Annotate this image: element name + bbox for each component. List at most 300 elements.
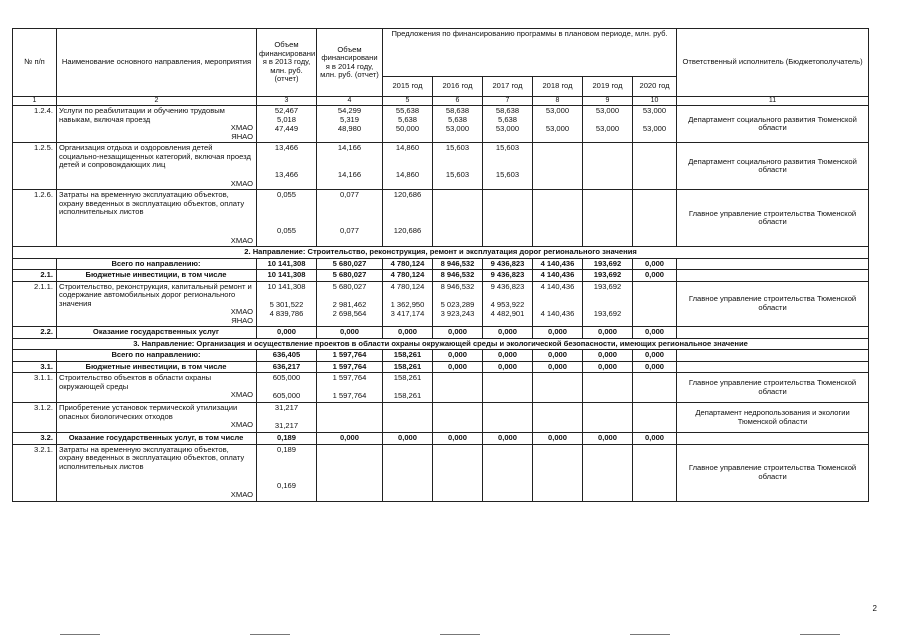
header-year: 2018 год [533, 77, 583, 97]
value-cell: 8 946,532 [433, 258, 483, 270]
value-cell: 10 141,308 [257, 258, 317, 270]
value-line: 0,077 [339, 226, 359, 235]
value-line: 0,077 [339, 190, 359, 199]
region-label: ХМАО [230, 123, 253, 132]
value-line [585, 473, 630, 482]
value-line: 0,055 [276, 190, 296, 199]
value-line: 13,466 [274, 170, 299, 179]
item-title: Затраты на временную эксплуатацию объектов, охрану введенных в эксплуатацию объектов, оплату исполнительных листов [59, 444, 245, 471]
value-line [485, 455, 530, 464]
total-row [13, 258, 869, 270]
value-cell: 5 680,027 [317, 270, 383, 282]
header-row [13, 29, 869, 77]
row-number: 1.2.4. [13, 106, 57, 143]
value-line: 5,638 [447, 115, 467, 124]
row-number: 3.1.2. [13, 403, 57, 433]
value-line [535, 422, 580, 431]
value-line [435, 374, 480, 383]
value-cell: 0,000 [533, 350, 583, 362]
value-line [635, 191, 674, 200]
row-name: Бюджетные инвестиции, в том числе [57, 270, 257, 282]
value-cell: 4 140,436 [533, 270, 583, 282]
value-cell [533, 403, 583, 433]
value-line: 3 417,174 [390, 308, 425, 318]
value-line: 5 301,522 [269, 299, 304, 309]
value-cell [433, 190, 483, 247]
value-line: 53,000 [642, 124, 667, 133]
executor-cell: Главное управление строительства Тюменской области [677, 281, 869, 327]
header-year: 2016 год [433, 77, 483, 97]
total-row [13, 350, 869, 362]
value-line [385, 446, 430, 455]
value-line: 5,638 [397, 115, 417, 124]
value-cell [317, 190, 383, 247]
value-cell [257, 373, 317, 403]
value-line [635, 422, 674, 431]
value-line: 120,686 [393, 226, 422, 235]
value-line [635, 413, 674, 422]
column-number: 10 [633, 97, 677, 106]
value-cell [483, 190, 533, 247]
row-number: 3.1. [13, 361, 57, 373]
row-name [57, 281, 257, 327]
column-number: 4 [317, 97, 383, 106]
value-cell: 0,000 [533, 361, 583, 373]
value-line [585, 292, 630, 301]
value-line: 31,217 [274, 403, 299, 412]
item-title: Приобретение установок термической утилизации опасных биологических отходов [59, 403, 238, 421]
value-line [485, 227, 530, 236]
value-cell [383, 403, 433, 433]
value-cell [383, 106, 433, 143]
value-line [535, 144, 580, 153]
value-line: 158,261 [393, 373, 422, 382]
value-line: 0,169 [276, 480, 296, 490]
value-line [585, 200, 630, 209]
value-line [435, 392, 480, 401]
value-cell [533, 444, 583, 501]
footer-rule [630, 634, 670, 635]
value-line [319, 153, 380, 162]
value-line [535, 473, 580, 482]
value-line [259, 455, 314, 464]
value-line [385, 464, 430, 473]
column-number: 3 [257, 97, 317, 106]
value-line [385, 153, 430, 162]
value-line: 13,466 [274, 143, 299, 152]
value-line: 15,603 [445, 170, 470, 179]
value-line [435, 446, 480, 455]
column-number: 5 [383, 97, 433, 106]
value-line [259, 464, 314, 473]
value-line [385, 455, 430, 464]
value-cell [583, 106, 633, 143]
value-line [385, 473, 430, 482]
header-year: 2020 год [633, 77, 677, 97]
value-line [635, 383, 674, 392]
value-cell [633, 403, 677, 433]
value-line [635, 171, 674, 180]
header-executor: Ответственный исполнитель (Бюджетополучатель) [677, 29, 869, 97]
value-cell: 0,000 [433, 361, 483, 373]
value-line [635, 446, 674, 455]
value-line: 605,000 [272, 391, 301, 400]
section-title-row [13, 338, 869, 350]
value-cell: 8 946,532 [433, 270, 483, 282]
region-label: ХМАО [230, 178, 253, 188]
region-label: ХМАО [230, 235, 253, 245]
value-line [535, 191, 580, 200]
column-number: 7 [483, 97, 533, 106]
value-cell [583, 444, 633, 501]
value-line [319, 422, 380, 431]
value-cell: 0,000 [583, 433, 633, 445]
executor-cell [677, 433, 869, 445]
value-line: 4 780,124 [390, 281, 425, 291]
value-line [319, 209, 380, 218]
value-cell [317, 281, 383, 327]
value-cell: 0,000 [633, 258, 677, 270]
value-line [485, 191, 530, 200]
value-cell: 0,000 [317, 433, 383, 445]
value-line [635, 292, 674, 301]
value-line [585, 392, 630, 401]
value-cell: 0,000 [583, 361, 633, 373]
row-number: 2.1. [13, 270, 57, 282]
value-line [585, 404, 630, 413]
header-vol-2013: Объем финансировани я в 2013 году, млн. руб. (отчет) [257, 29, 317, 97]
value-cell: 4 780,124 [383, 270, 433, 282]
value-line [635, 144, 674, 153]
row-name: Бюджетные инвестиции, в том числе [57, 361, 257, 373]
region-label: ХМАО [230, 490, 253, 499]
value-line [635, 374, 674, 383]
value-cell [383, 190, 433, 247]
executor-cell [677, 270, 869, 282]
value-line [635, 227, 674, 236]
header-vol-2014: Объем финансировани я в 2014 году, млн. руб. (отчет) [317, 29, 383, 97]
value-cell [483, 444, 533, 501]
value-line [585, 227, 630, 236]
value-line: 53,000 [545, 124, 570, 133]
value-cell: 10 141,308 [257, 270, 317, 282]
value-cell [633, 373, 677, 403]
value-line [435, 227, 480, 236]
value-cell [483, 281, 533, 327]
column-number: 11 [677, 97, 869, 106]
value-line [585, 191, 630, 200]
value-cell [633, 143, 677, 190]
value-line [435, 482, 480, 491]
value-line: 14,166 [337, 170, 362, 179]
value-line: 10 141,308 [267, 281, 306, 291]
value-line [385, 404, 430, 413]
value-line [485, 422, 530, 431]
value-line [435, 191, 480, 200]
value-line [535, 404, 580, 413]
value-line: 605,000 [272, 373, 301, 382]
row-number [13, 350, 57, 362]
value-line: 53,000 [642, 106, 667, 115]
value-line: 2 698,564 [332, 308, 367, 318]
value-cell: 0,000 [633, 433, 677, 445]
value-line [319, 200, 380, 209]
value-cell [317, 143, 383, 190]
item-row [13, 403, 869, 433]
row-number: 2.2. [13, 327, 57, 339]
region-label: ЯНАО [231, 131, 253, 141]
value-line [259, 200, 314, 209]
value-line [535, 455, 580, 464]
value-line: 58,638 [495, 106, 520, 115]
row-number [13, 258, 57, 270]
value-line [635, 218, 674, 227]
row-name [57, 190, 257, 247]
value-line [319, 446, 380, 455]
value-cell [257, 281, 317, 327]
value-line [435, 383, 480, 392]
value-line [635, 404, 674, 413]
column-number: 8 [533, 97, 583, 106]
region-label: ХМАО [230, 307, 253, 316]
value-line [435, 455, 480, 464]
value-line [319, 404, 380, 413]
value-line [585, 383, 630, 392]
value-cell [433, 281, 483, 327]
value-line [635, 200, 674, 209]
value-line [535, 218, 580, 227]
executor-cell [677, 350, 869, 362]
value-line [635, 162, 674, 171]
executor-cell [677, 361, 869, 373]
value-cell: 0,000 [533, 433, 583, 445]
value-cell: 1 597,764 [317, 361, 383, 373]
value-cell: 158,261 [383, 361, 433, 373]
item-row [13, 281, 869, 327]
value-cell: 0,000 [633, 350, 677, 362]
value-line: 1 597,764 [332, 373, 367, 382]
header-year: 2019 год [583, 77, 633, 97]
value-line: 1 362,950 [390, 299, 425, 309]
footer-rule [60, 634, 100, 635]
value-cell: 0,000 [433, 327, 483, 339]
value-cell: 0,000 [533, 327, 583, 339]
value-line [585, 171, 630, 180]
value-cell [483, 106, 533, 143]
value-cell [433, 444, 483, 501]
header-year: 2015 год [383, 77, 433, 97]
value-line [635, 153, 674, 162]
value-line [585, 413, 630, 422]
value-line: 53,000 [445, 124, 470, 133]
row-number: 2.1.1. [13, 281, 57, 327]
row-name: Всего по направлению: [57, 350, 257, 362]
value-line: 53,000 [595, 106, 620, 115]
value-cell [383, 444, 433, 501]
value-line [635, 464, 674, 473]
value-line [485, 473, 530, 482]
value-cell [633, 190, 677, 247]
value-cell: 0,000 [383, 433, 433, 445]
value-line [259, 153, 314, 162]
value-line [319, 413, 380, 422]
value-line [585, 422, 630, 431]
value-cell [483, 373, 533, 403]
value-cell: 0,000 [483, 361, 533, 373]
value-line: 31,217 [274, 421, 299, 430]
value-cell [257, 106, 317, 143]
value-line [635, 283, 674, 292]
value-cell: 0,000 [317, 327, 383, 339]
value-line [585, 464, 630, 473]
value-line [435, 218, 480, 227]
value-line [385, 200, 430, 209]
value-line [435, 413, 480, 422]
value-line: 5 023,289 [440, 299, 475, 309]
value-cell [533, 373, 583, 403]
value-line [635, 310, 674, 319]
value-cell: 0,000 [583, 327, 633, 339]
item-row [13, 373, 869, 403]
value-cell: 0,000 [633, 270, 677, 282]
value-line [485, 413, 530, 422]
item-row [13, 190, 869, 247]
value-line [485, 218, 530, 227]
value-line: 4 140,436 [540, 308, 575, 318]
value-line [535, 482, 580, 491]
executor-cell: Главное управление строительства Тюменской области [677, 444, 869, 501]
value-cell [533, 190, 583, 247]
value-line: 48,980 [337, 124, 362, 133]
spacer [59, 471, 254, 491]
value-line [319, 473, 380, 482]
value-line [485, 374, 530, 383]
column-number: 6 [433, 97, 483, 106]
section-title: 2. Направление: Строительство, реконструкция, ремонт и эксплуатация дорог регионального значения [13, 247, 869, 259]
header-year: 2017 год [483, 77, 533, 97]
executor-cell: Департамент социального развития Тюменской области [677, 143, 869, 190]
value-line [535, 162, 580, 171]
value-cell [633, 106, 677, 143]
value-line [535, 292, 580, 301]
footer-rule [800, 634, 840, 635]
value-cell: 0,000 [433, 433, 483, 445]
spacer [59, 170, 254, 180]
value-cell: 0,000 [433, 350, 483, 362]
column-number: 9 [583, 97, 633, 106]
value-line: 158,261 [393, 391, 422, 400]
row-name [57, 444, 257, 501]
header-plan: Предложения по финансированию программы в плановом периоде, млн. руб. [383, 29, 677, 77]
value-cell [583, 373, 633, 403]
value-cell [433, 106, 483, 143]
value-cell: 0,000 [583, 350, 633, 362]
value-line: 1 597,764 [332, 391, 367, 400]
value-line [319, 482, 380, 491]
value-line: 53,000 [595, 124, 620, 133]
value-cell [257, 403, 317, 433]
value-cell [383, 281, 433, 327]
value-line [535, 227, 580, 236]
item-row [13, 444, 869, 501]
value-cell [533, 106, 583, 143]
value-cell [533, 143, 583, 190]
value-line [535, 413, 580, 422]
row-name: Всего по направлению: [57, 258, 257, 270]
value-line [385, 209, 430, 218]
value-cell [383, 143, 433, 190]
value-line [485, 383, 530, 392]
value-cell: 0,189 [257, 433, 317, 445]
row-number: 3.1.1. [13, 373, 57, 403]
page-number: 2 [872, 604, 877, 613]
value-cell: 5 680,027 [317, 258, 383, 270]
executor-cell [677, 327, 869, 339]
value-line: 14,166 [337, 143, 362, 152]
row-name [57, 403, 257, 433]
value-cell: 193,692 [583, 270, 633, 282]
executor-cell: Главное управление строительства Тюменской области [677, 190, 869, 247]
value-line [435, 404, 480, 413]
footer-rule [250, 634, 290, 635]
value-cell [383, 373, 433, 403]
value-cell [433, 373, 483, 403]
row-name: Оказание государственных услуг, в том числе [57, 433, 257, 445]
value-line [319, 464, 380, 473]
value-cell [433, 143, 483, 190]
value-cell [583, 143, 633, 190]
executor-cell: Главное управление строительства Тюменской области [677, 373, 869, 403]
value-line: 3 923,243 [440, 308, 475, 318]
value-line [435, 473, 480, 482]
value-line [435, 209, 480, 218]
value-line [635, 209, 674, 218]
value-cell: 0,000 [383, 327, 433, 339]
value-line [485, 464, 530, 473]
value-line [585, 162, 630, 171]
value-line [535, 209, 580, 218]
region-label: ЯНАО [231, 315, 253, 325]
value-line [435, 153, 480, 162]
value-line: 0,189 [276, 444, 296, 454]
total-row [13, 433, 869, 445]
value-line [585, 144, 630, 153]
value-cell [533, 281, 583, 327]
value-line [635, 455, 674, 464]
value-line: 193,692 [593, 281, 622, 291]
value-cell: 4 140,436 [533, 258, 583, 270]
value-cell [317, 444, 383, 501]
header-name: Наименование основного направления, мероприятия [57, 29, 257, 97]
column-number: 2 [57, 97, 257, 106]
value-line [485, 209, 530, 218]
item-title: Строительство, реконструкция, капитальный ремонт и содержание автомобильных дорог регионального значения [59, 281, 252, 308]
budget-table [12, 28, 869, 502]
value-line: 5,638 [497, 115, 517, 124]
value-line: 52,467 [274, 106, 299, 115]
value-line: 4 140,436 [540, 281, 575, 291]
spacer [59, 217, 254, 237]
value-cell: 636,405 [257, 350, 317, 362]
value-line [385, 413, 430, 422]
value-line: 4 953,922 [490, 299, 525, 309]
row-name [57, 143, 257, 190]
value-cell [433, 403, 483, 433]
value-line: 14,860 [395, 170, 420, 179]
value-line [535, 464, 580, 473]
value-line [585, 153, 630, 162]
value-line: 8 946,532 [440, 281, 475, 291]
